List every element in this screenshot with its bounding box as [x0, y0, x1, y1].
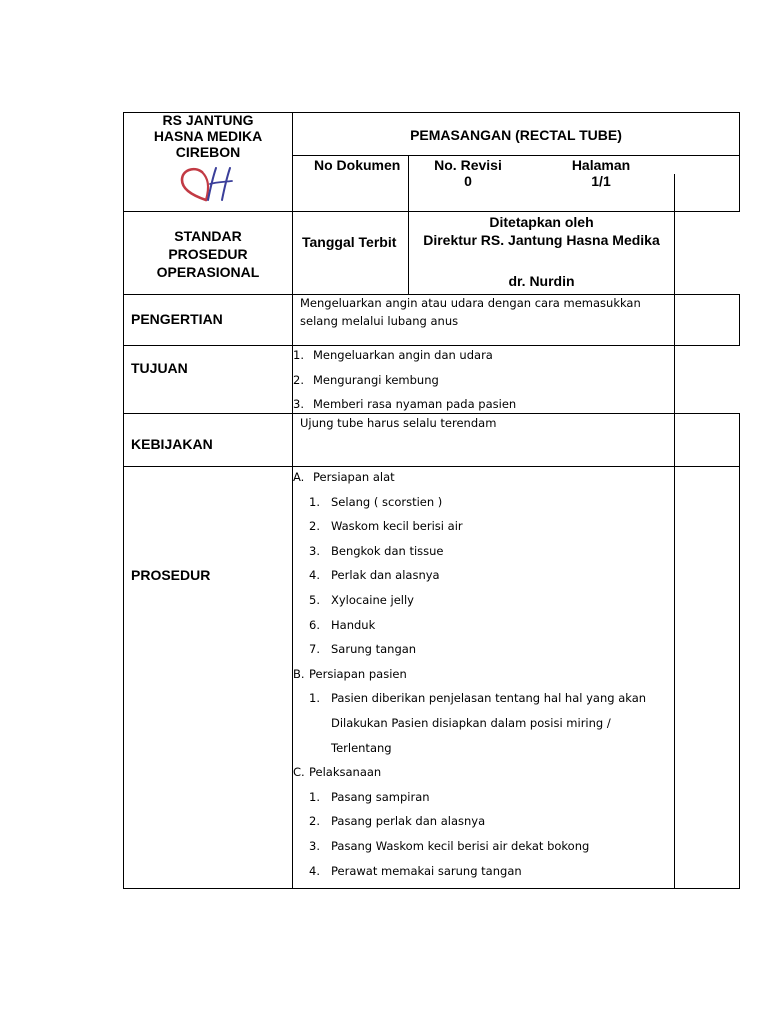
- hospital-name-line1: RS JANTUNG: [162, 112, 254, 128]
- hospital-name-line2: HASNA MEDIKA: [153, 128, 263, 144]
- list-item: 5. Xylocaine jelly: [309, 592, 414, 607]
- ditetapkan-line1: Ditetapkan oleh: [489, 214, 594, 230]
- list-item: 2. Mengurangi kembung: [293, 372, 439, 387]
- hospital-logo-icon: [176, 164, 240, 204]
- list-item: 1. Selang ( scorstien ): [309, 494, 443, 509]
- hospital-name-line3: CIREBON: [175, 144, 241, 160]
- spo-label: [124, 227, 292, 281]
- section-heading-a: A. Persiapan alat: [293, 470, 395, 484]
- spo-line1: STANDAR: [174, 228, 242, 244]
- no-revisi-cell: [409, 157, 527, 189]
- section-heading-c: C. Pelaksanaan: [293, 765, 382, 780]
- no-revisi-value: 0: [464, 173, 472, 189]
- no-revisi-label: No. Revisi: [434, 157, 502, 173]
- halaman-label: Halaman: [571, 157, 631, 173]
- list-item: 4. Perlak dan alasnya: [309, 568, 440, 583]
- list-item: 1. Pasang sampiran: [309, 789, 430, 804]
- list-item: 7. Sarung tangan: [309, 642, 417, 657]
- kebijakan-label: KEBIJAKAN: [131, 436, 213, 452]
- table-border-bottom: [123, 888, 740, 889]
- prosedur-label: PROSEDUR: [131, 567, 211, 583]
- table-line: [674, 174, 675, 888]
- table-line: [293, 155, 740, 156]
- pengertian-text: [300, 294, 641, 330]
- pengertian-label: PENGERTIAN: [131, 311, 223, 327]
- ditetapkan-line2: Direktur RS. Jantung Hasna Medika: [423, 232, 660, 248]
- hospital-name: [124, 112, 292, 160]
- list-item: 1. Mengeluarkan angin dan udara: [293, 348, 493, 362]
- document-title: PEMASANGAN (RECTAL TUBE): [410, 127, 622, 143]
- table-line: [123, 211, 740, 212]
- signer-name: dr. Nurdin: [508, 273, 575, 289]
- tujuan-label: TUJUAN: [131, 360, 188, 376]
- list-item: 3. Pasang Waskom kecil berisi air dekat bokong: [309, 838, 590, 853]
- list-item: 3. Bengkok dan tissue: [309, 543, 444, 558]
- list-item: 3. Memberi rasa nyaman pada pasien: [293, 397, 517, 411]
- spo-line2: PROSEDUR: [168, 246, 248, 262]
- list-item: 1. Pasien diberikan penjelasan tentang hal hal yang akan: [309, 691, 647, 706]
- list-item: 2. Pasang perlak dan alasnya: [309, 814, 486, 829]
- ditetapkan-block: [409, 213, 674, 249]
- halaman-value: 1/1: [591, 173, 611, 189]
- prosedur-list: [293, 465, 646, 883]
- spo-line3: OPERASIONAL: [156, 264, 260, 280]
- list-item-continuation: Terlentang: [331, 740, 392, 755]
- pengertian-line1: Mengeluarkan angin atau udara dengan cara memasukkan: [300, 296, 641, 310]
- table-border-right: [739, 112, 740, 212]
- no-dokumen-label: No Dokumen: [314, 157, 401, 173]
- pengertian-line2: selang melalui lubang anus: [300, 314, 459, 328]
- table-border-right: [739, 294, 740, 346]
- list-item: 4. Perawat memakai sarung tangan: [309, 863, 522, 878]
- table-border-right: [739, 413, 740, 889]
- list-item-continuation: Dilakukan Pasien disiapkan dalam posisi miring /: [331, 715, 611, 730]
- halaman-cell: [540, 157, 662, 189]
- tujuan-list: [293, 343, 516, 417]
- kebijakan-text: Ujung tube harus selalu terendam: [300, 416, 497, 430]
- list-item: 2. Waskom kecil berisi air: [309, 519, 463, 534]
- tanggal-terbit-label: Tanggal Terbit: [302, 234, 397, 250]
- list-item: 6. Handuk: [309, 617, 376, 632]
- section-heading-b: B. Persiapan pasien: [293, 666, 407, 681]
